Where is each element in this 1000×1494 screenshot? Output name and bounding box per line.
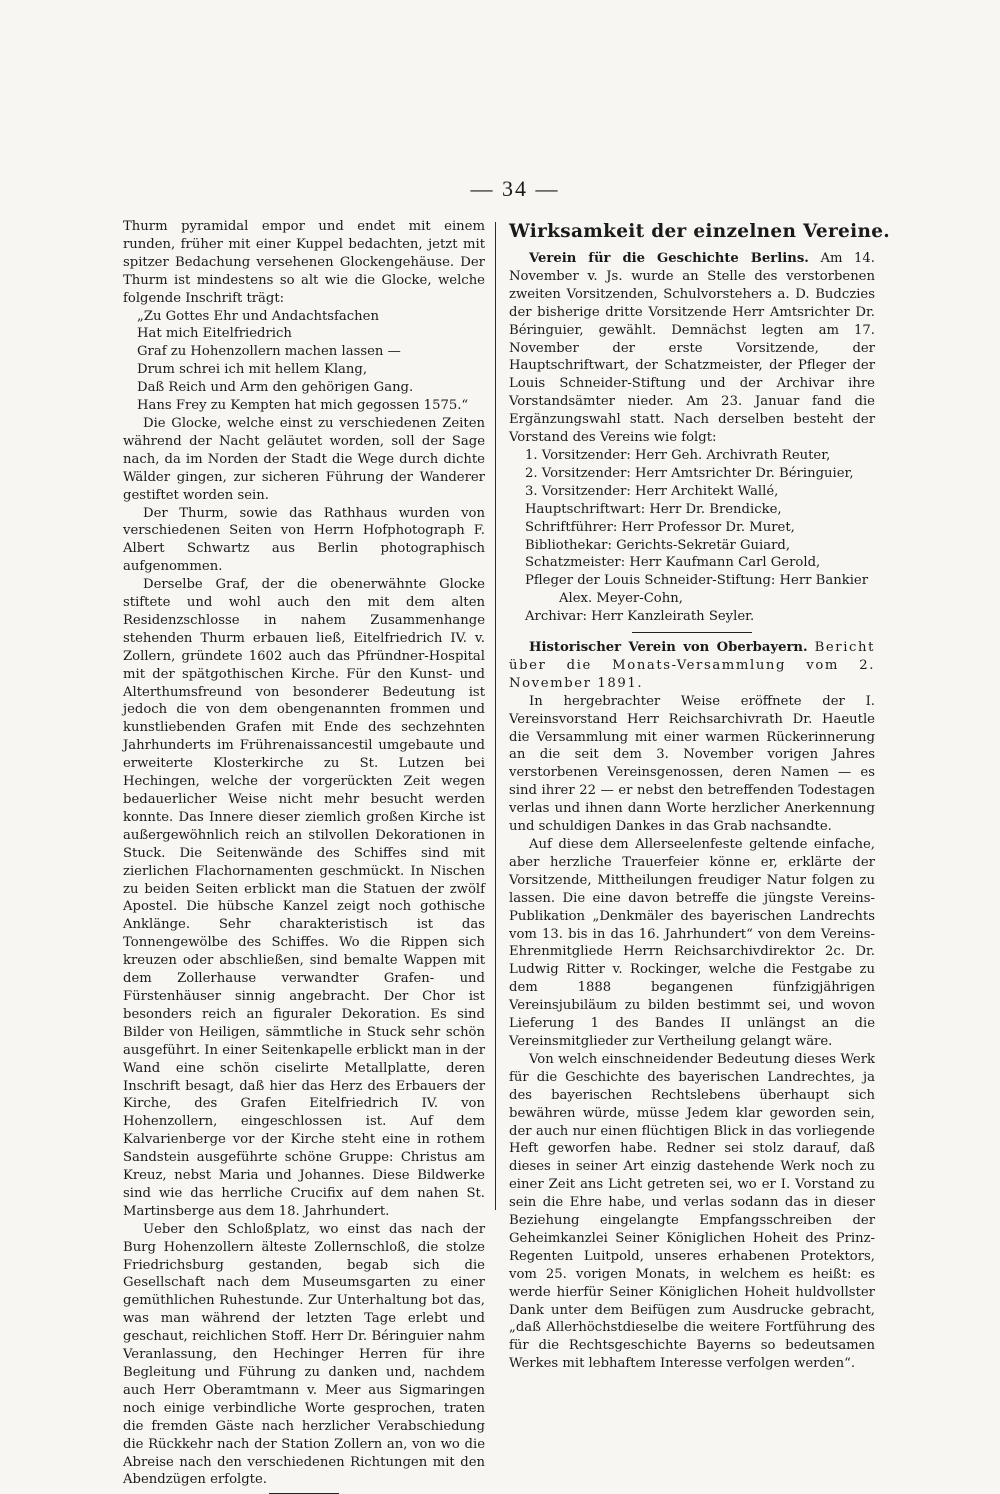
right-column xyxy=(509,218,891,1373)
inscription-verse xyxy=(123,308,485,398)
list-item: 3. Vorsitzender: Herr Architekt Wallé, xyxy=(525,483,779,499)
paragraph: Derselbe Graf, der die obenerwähnte Glocke stiftete und wohl auch den mit dem alten Residenzschlosse in nahem Zusammenhange stehenden Thurm erbauen ließ, Eitelfriedrich IV. v. Zollern, gründete 1602 auch das Pfründner-Hospital mit der spätgothischen Kirche. Für den Kunst- und Alterthumsfreund von besonderer Bedeutung ist jedoch die von dem obengenannten frommen und kunstliebenden Grafen mit Ende des sechzehnten Jahrhunderts im Frührenaissancestil umgebaute und erweiterte Klosterkirche zu St. Lutzen bei Hechingen, welche der vorgerückten Zeit wegen bedauerlicher Weise nicht mehr besucht werden konnte. Das Innere dieser ziemlich großen Kirche ist außergewöhnlich reich an stilvollen Dekorationen in Stuck. Die Seitenwände des Schiffes sind mit zierlichen Flachornamenten geschmückt. In Nischen zu beiden Seiten erblickt man die Statuen der zwölf Apostel. Die hübsche Kanzel zeigt noch gothische Anklänge. Sehr charakteristisch ist das Tonnengewölbe des Schiffes. Wo die Rippen sich kreuzen oder abschließen, sind bemalte Wappen mit dem Zollerhause verwandter Grafen- und Fürstenhäuser sinnig angebracht. Der Chor ist besonders reich an figuraler Dekoration. Es sind Bilder von Heiligen, sämmtliche in Stuck sehr schön ausgeführt. In einer Seitenkapelle erblickt man in der Wand eine schön ciselirte Metallplatte, deren Inschrift besagt, daß hier das Herz des Erbauers der Kirche, des Grafen Eitelfriedrich IV. von Hohenzollern, eingeschlossen ist. Auf dem Kalvarienberge vor der Kirche steht eine in rothem Sandstein ausgeführte schöne Gruppe: Christus am Kreuz, nebst Maria und Johannes. Diese Bildwerke sind wie das herrliche Crucifix auf dem nahen St. Martinsberge aus dem 18. Jahrhundert. xyxy=(123,577,485,1219)
paragraph: Thurm pyramidal empor und endet mit einem runden, früher mit einer Kuppel bedachten, jetzt mit spitzer Bedachung versehenen Glockengehäuse. Der Thurm ist mindestens so alt wie die Glocke, welche folgende Inschrift trägt: xyxy=(123,219,485,306)
report-lead: Bericht über die Monats-Versammlung vom 2. November 1891. xyxy=(509,640,876,691)
left-column xyxy=(123,218,485,1494)
column-divider xyxy=(495,222,496,1210)
page-number: — 34 — xyxy=(470,176,560,201)
board-list xyxy=(509,447,875,626)
list-item: Archivar: Herr Kanzleirath Seyler. xyxy=(525,609,755,625)
list-item: Pfleger der Louis Schneider-Stiftung: Herr Bankier xyxy=(525,573,869,589)
paragraph: Von welch einschneidender Bedeutung dieses Werk für die Geschichte des bayerischen Landrechtes, ja des bayerischen Rechtslebens überhaupt sich bewähren würde, müsse Jedem klar geworden sein, der auch nur einen flüchtigen Blick in das vorliegende Heft geworfen habe. Redner sei stolz darauf, daß dieses in seiner Art einzig dastehende Werk noch zu einer Zeit ans Licht getreten sei, wo er I. Vorstand zu sein die Ehre habe, und verlas sodann das in dieser Beziehung eingelangte Empfangsschreiben der Geheimkanzlei Seiner Königlichen Hoheit des Prinz-Regenten Luitpold, unseres erhabenen Protektors, vom 25. vorigen Monats, in welchem es heißt: es werde hierfür Seiner Königlichen Hoheit huldvollster Dank unter dem Beifügen zum Ausdrucke gebracht, „daß Allerhöchstdieselbe die weitere Fortführung des für die Rechtsgeschichte Bayerns so bedeutsamen Werkes mit lebhaftem Interesse verfolgen werden“. xyxy=(509,1051,875,1372)
paragraph: Auf diese dem Allerseelenfeste geltende einfache, aber herzliche Trauerfeier könne er, erklärte der Vorsitzende, Mittheilungen freudiger Natur folgen zu lassen. Die eine davon betreffe die jüngste Vereins-Publikation „Denkmäler des bayerischen Landrechts vom 13. bis in das 16. Jahrhundert“ von dem Vereins-Ehrenmitgliede Herrn Reichsarchivdirektor 2c. Dr. Ludwig Ritter v. Rockinger, welche die Festgabe zu dem 1888 begangenen fünfzigjährigen Vereinsjubiläum zu bilden bestimmt sei, und wovon Lieferung 1 des Bandes II unlängst an die Vereinsmitglieder zur Vertheilung gelangt wäre. xyxy=(509,837,875,1049)
section-heading: Wirksamkeit der einzelnen Vereine. xyxy=(509,221,891,242)
list-item: Bibliothekar: Gerichts-Sekretär Guiard, xyxy=(525,537,791,553)
verse-line: Graf zu Hohenzollern machen lassen — xyxy=(137,344,401,360)
list-item: Hauptschriftwart: Herr Dr. Brendicke, xyxy=(525,501,782,517)
paragraph: Der Thurm, sowie das Rathhaus wurden von verschiedenen Seiten von Herrn Hofphotograph F. Albert Schwartz aus Berlin photographisch aufgenommen. xyxy=(123,505,485,575)
paragraph: Die Glocke, welche einst zu verschiedenen Zeiten während der Nacht geläutet worden, soll der Sage nach, da im Norden der Stadt die Wege durch dichte Wälder gingen, zur sicheren Führung der Wanderer gestiftet worden sein. xyxy=(123,415,485,503)
list-item: 2. Vorsitzender: Herr Amtsrichter Dr. Béringuier, xyxy=(525,465,854,481)
paragraph: Ueber den Schloßplatz, wo einst das nach der Burg Hohenzollern älteste Zollernschloß, die stolze Friedrichsburg gestanden, begab sich die Gesellschaft nach dem Museumsgarten zu einer gemüthlichen Ruhestunde. Zur Unterhaltung bot das, was man während der letzten Tage erlebt und geschaut, reichlichen Stoff. Herr Dr. Béringuier nahm Veranlassung, den Hechinger Herren für ihre Begleitung und Führung zu danken und, nachdem auch Herr Oberamtmann v. Meer aus Sigmaringen noch einige verbindliche Worte gesprochen, traten die fremden Gäste nach herzlicher Verabschiedung die Rückkehr nach der Station Zollern an, von wo die Abreise nach den verschiedenen Richtungen mit den Abendzügen erfolgte. xyxy=(123,1221,485,1488)
list-item: Schriftführer: Herr Professor Dr. Muret, xyxy=(525,519,795,535)
paragraph: In hergebrachter Weise eröffnete der I. Vereinsvorstand Herr Reichsarchivrath Dr. Haeutle die Versammlung mit einer warmen Rückerinnerung an die seit dem 3. November vorigen Jahres verstorbenen Vereinsgenossen, deren Namen — es sind ihrer 22 — er nebst den betreffenden Todestagen verlas und ihnen dann Worte herzlicher Anerkennung und schuldigen Dankes in das Grab nachsandte. xyxy=(509,693,875,835)
list-item: Schatzmeister: Herr Kaufmann Carl Gerold, xyxy=(525,555,821,571)
list-item: Alex. Meyer-Cohn, xyxy=(559,591,683,607)
section-rule xyxy=(632,632,752,633)
paragraph xyxy=(509,639,875,693)
paragraph-text: Am 14. November v. Js. wurde an Stelle des verstorbenen zweiten Vorsitzenden, Schulvorstehers a. D. Budczies der bisherige dritte Vorsitzende Herr Amtsrichter Dr. Béringuier, gewählt. Demnächst legten am 17. November der erste Vorsitzende, der Hauptschriftwart, der Schatzmeister, der Pfleger der Louis Schneider-Stiftung und der Archivar ihre Vorstandsämter nieder. Am 23. Januar fand die Ergänzungswahl statt. Nach derselben besteht der Vorstand des Vereins wie folgt: xyxy=(509,251,876,446)
verse-line: Drum schrei ich mit hellem Klang, xyxy=(137,362,368,378)
verse-signature: Hans Frey zu Kempten hat mich gegossen 1575.“ xyxy=(137,398,469,414)
list-item: 1. Vorsitzender: Herr Geh. Archivrath Reuter, xyxy=(525,447,831,463)
verse-line: Daß Reich und Arm den gehörigen Gang. xyxy=(137,380,414,396)
verse-line: „Zu Gottes Ehr und Andachtsfachen xyxy=(137,308,379,324)
society-title: Historischer Verein von Oberbayern. xyxy=(529,640,808,656)
paragraph xyxy=(509,250,875,447)
verse-line: Hat mich Eitelfriedrich xyxy=(137,326,292,342)
society-title: Verein für die Geschichte Berlins. xyxy=(529,251,809,266)
